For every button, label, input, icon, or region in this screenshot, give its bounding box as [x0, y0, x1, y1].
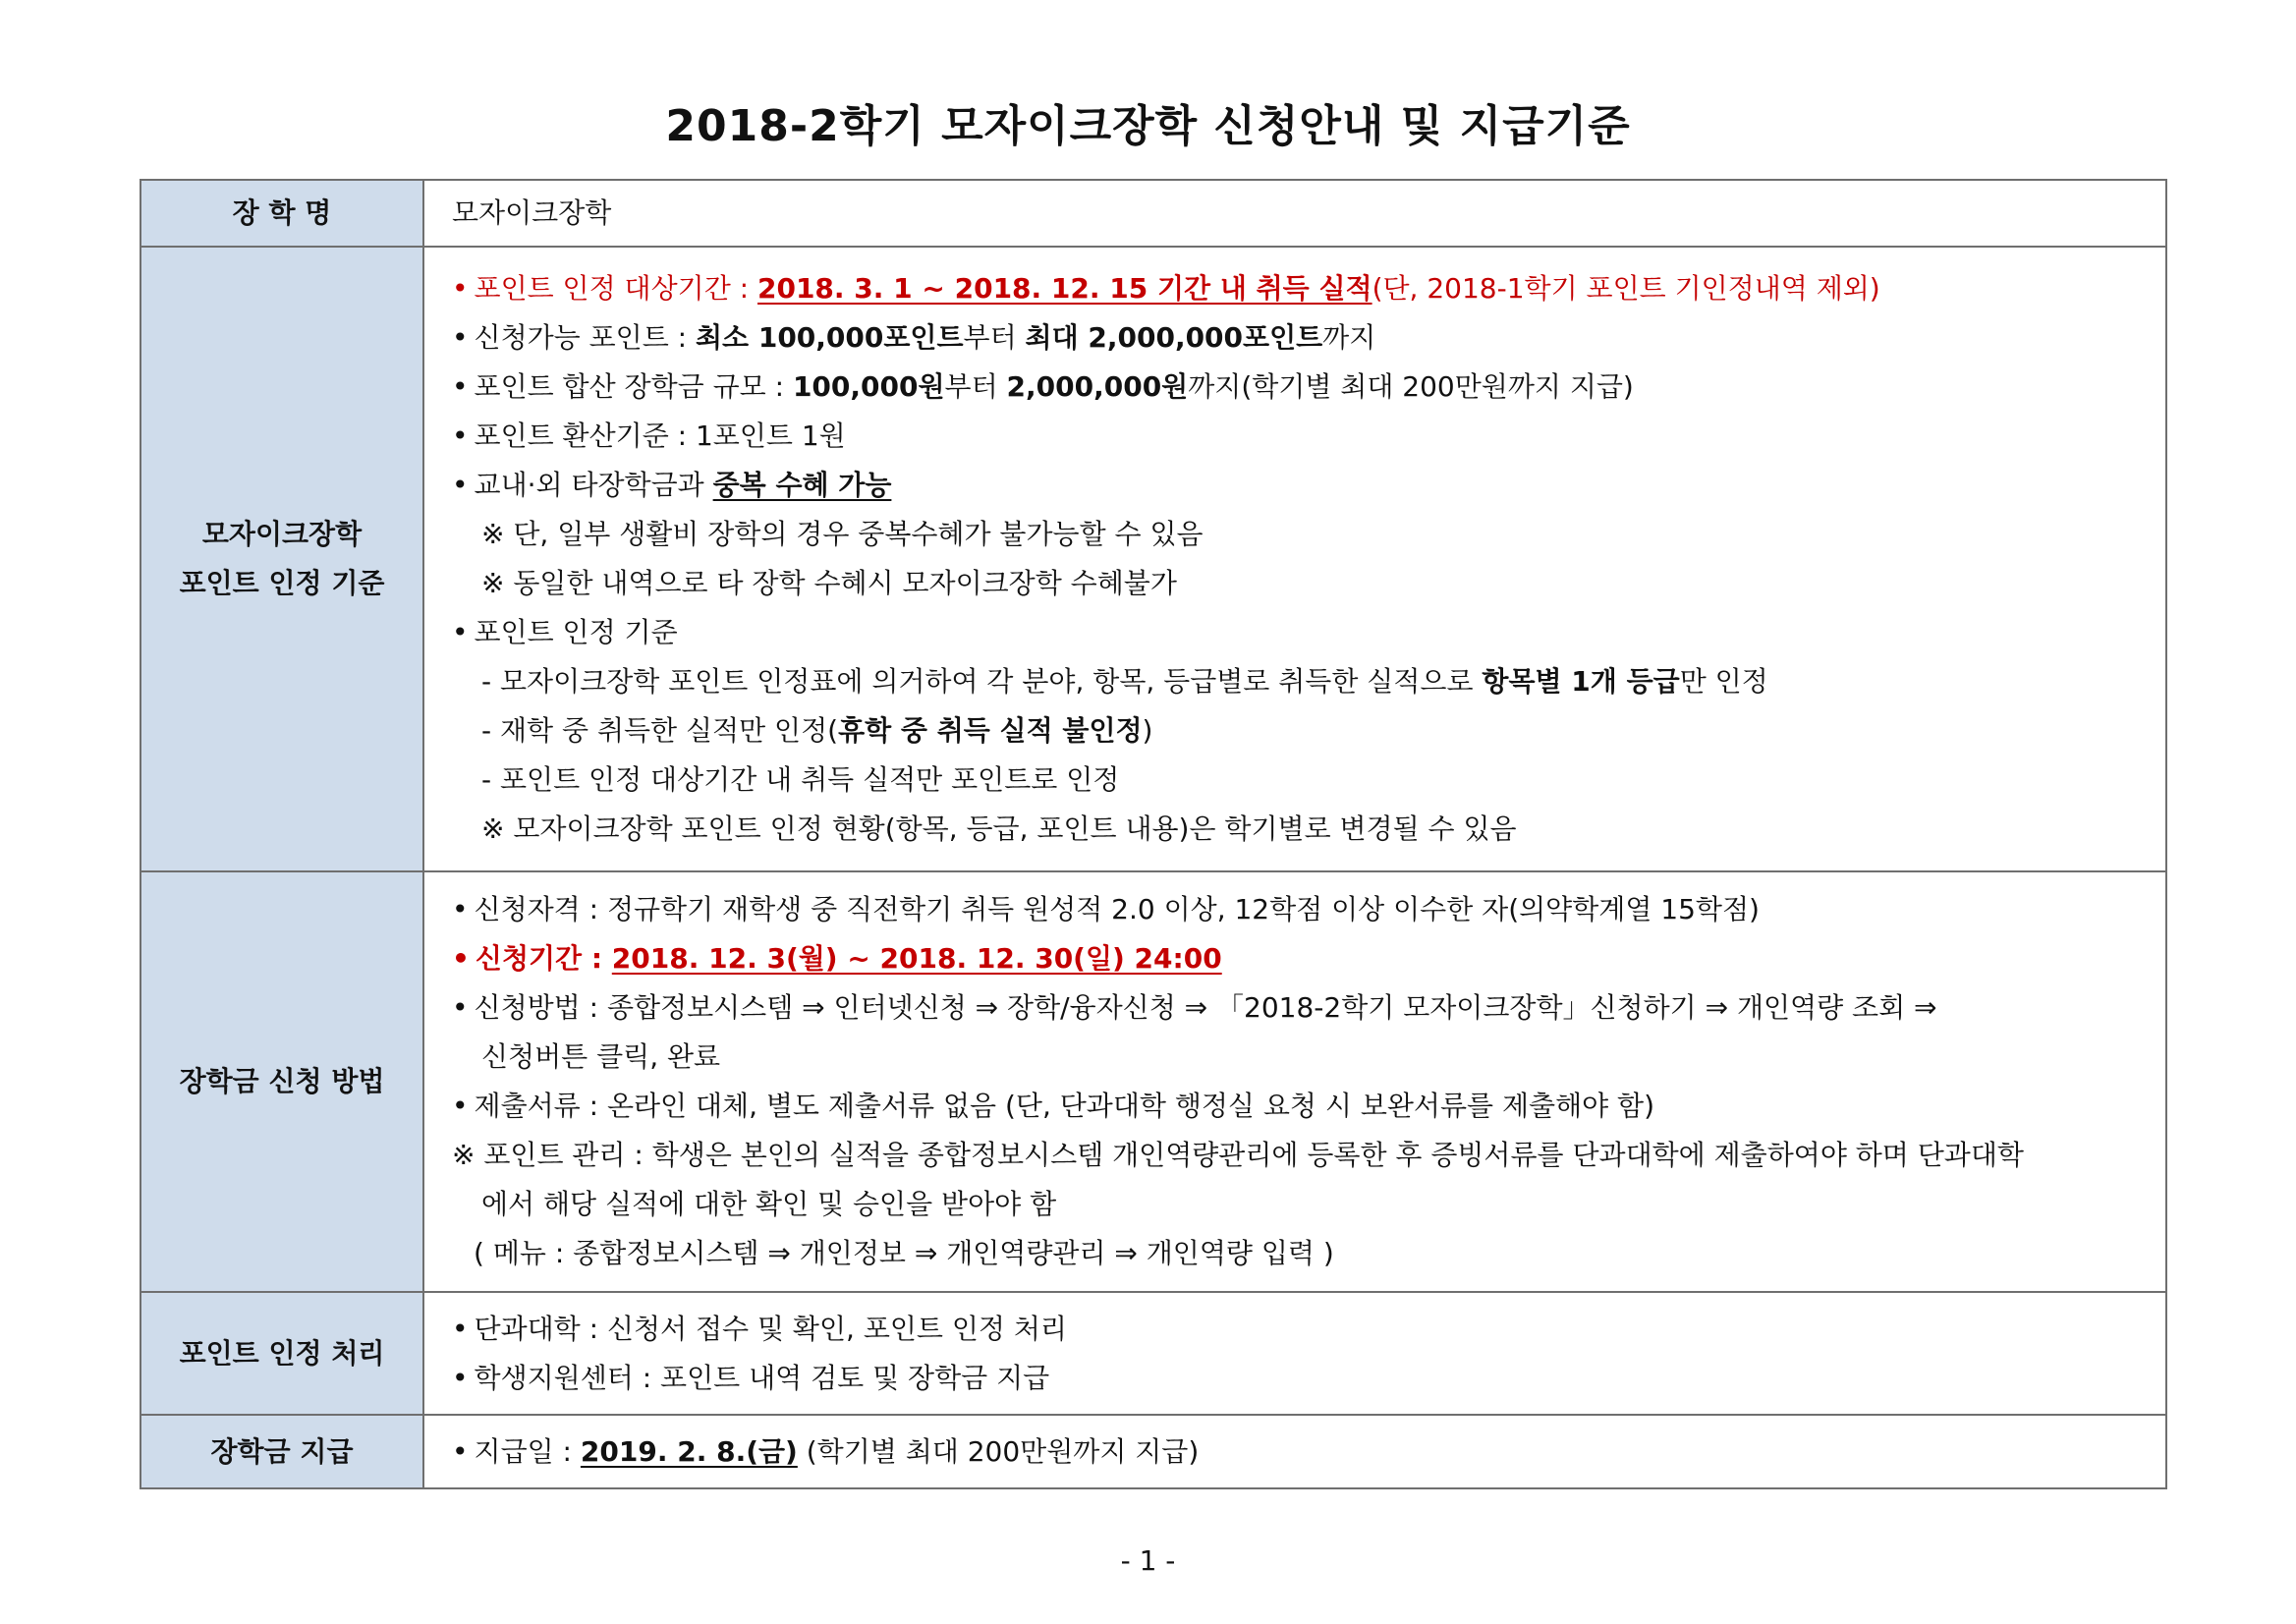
table-row-apply: [140, 871, 2166, 1292]
list-item: • 신청가능 포인트 : 최소 100,000포인트부터 최대 2,000,000포인트까지: [452, 321, 1376, 354]
sub-item: - 재학 중 취득한 실적만 인정(휴학 중 취득 실적 불인정): [481, 714, 1153, 747]
payment-content: [423, 1415, 2166, 1488]
continuation-line: 에서 해당 실적에 대한 확인 및 승인을 받아야 함: [481, 1188, 1057, 1220]
list-item: • 신청방법 : 종합정보시스템 ⇒ 인터넷신청 ⇒ 장학/융자신청 ⇒ 「2018-2학기 모자이크장학」신청하기 ⇒ 개인역량 조회 ⇒: [452, 991, 1937, 1024]
menu-path-line: ( 메뉴 : 종합정보시스템 ⇒ 개인정보 ⇒ 개인역량관리 ⇒ 개인역량 입력 ): [474, 1237, 1334, 1269]
apply-method-content: [423, 871, 2166, 1292]
list-item: • 제출서류 : 온라인 대체, 별도 제출서류 없음 (단, 단과대학 행정실 요청 시 보완서류를 제출해야 함): [452, 1090, 1655, 1122]
table-row-name: [140, 180, 2166, 247]
list-item: • 학생지원센터 : 포인트 내역 검토 및 장학금 지급: [452, 1361, 1050, 1394]
list-item: • 포인트 인정 대상기간 : 2018. 3. 1 ~ 2018. 12. 15 기간 내 취득 실적(단, 2018-1학기 포인트 기인정내역 제외): [452, 272, 1880, 305]
note-line: ※ 단, 일부 생활비 장학의 경우 중복수혜가 불가능할 수 있음: [481, 518, 1204, 550]
sub-item: - 포인트 인정 대상기간 내 취득 실적만 포인트로 인정: [481, 763, 1120, 796]
scholarship-name-value: 모자이크장학: [423, 180, 2166, 247]
list-item: • 포인트 합산 장학금 규모 : 100,000원부터 2,000,000원까지(학기별 최대 200만원까지 지급): [452, 370, 1634, 403]
continuation-line: 신청버튼 클릭, 완료: [481, 1040, 721, 1073]
list-item: • 지급일 : 2019. 2. 8.(금) (학기별 최대 200만원까지 지급): [452, 1434, 1200, 1468]
page-number: - 1 -: [1120, 1544, 1176, 1577]
label-point-criteria: 모자이크장학 포인트 인정 기준: [140, 247, 423, 871]
list-item: • 교내·외 타장학금과 중복 수혜 가능: [452, 469, 892, 501]
table-row-criteria: [140, 247, 2166, 871]
list-item: • 단과대학 : 신청서 접수 및 확인, 포인트 인정 처리: [452, 1312, 1067, 1345]
list-item: • 포인트 환산기준 : 1포인트 1원: [452, 420, 846, 452]
document-title: 2018-2학기 모자이크장학 신청안내 및 지급기준: [665, 101, 1631, 151]
note-line: ※ 모자이크장학 포인트 인정 현황(항목, 등급, 포인트 내용)은 학기별로 변경될 수 있음: [481, 812, 1517, 845]
note-line: ※ 포인트 관리 : 학생은 본인의 실적을 종합정보시스템 개인역량관리에 등록한 후 증빙서류를 단과대학에 제출하여야 하며 단과대학: [452, 1139, 2024, 1171]
point-process-content: [423, 1292, 2166, 1415]
table-row-process: [140, 1292, 2166, 1415]
label-payment: 장학금 지급: [140, 1415, 423, 1488]
list-item: • 신청자격 : 정규학기 재학생 중 직전학기 취득 원성적 2.0 이상, 12학점 이상 이수한 자(의약학계열 15학점): [452, 893, 1760, 925]
list-item: • 신청기간 : 2018. 12. 3(월) ~ 2018. 12. 30(일) 24:00: [452, 942, 1222, 975]
label-point-process: 포인트 인정 처리: [140, 1292, 423, 1415]
note-line: ※ 동일한 내역으로 타 장학 수혜시 모자이크장학 수혜불가: [481, 567, 1177, 599]
list-item: • 포인트 인정 기준: [452, 616, 678, 648]
table-row-payment: [140, 1415, 2166, 1488]
scholarship-info-table: [140, 179, 2167, 1489]
point-criteria-content: [423, 247, 2166, 871]
label-scholarship-name: 장 학 명: [140, 180, 423, 247]
label-apply-method: 장학금 신청 방법: [140, 871, 423, 1292]
sub-item: - 모자이크장학 포인트 인정표에 의거하여 각 분야, 항목, 등급별로 취득한 실적으로 항목별 1개 등급만 인정: [481, 665, 1768, 698]
